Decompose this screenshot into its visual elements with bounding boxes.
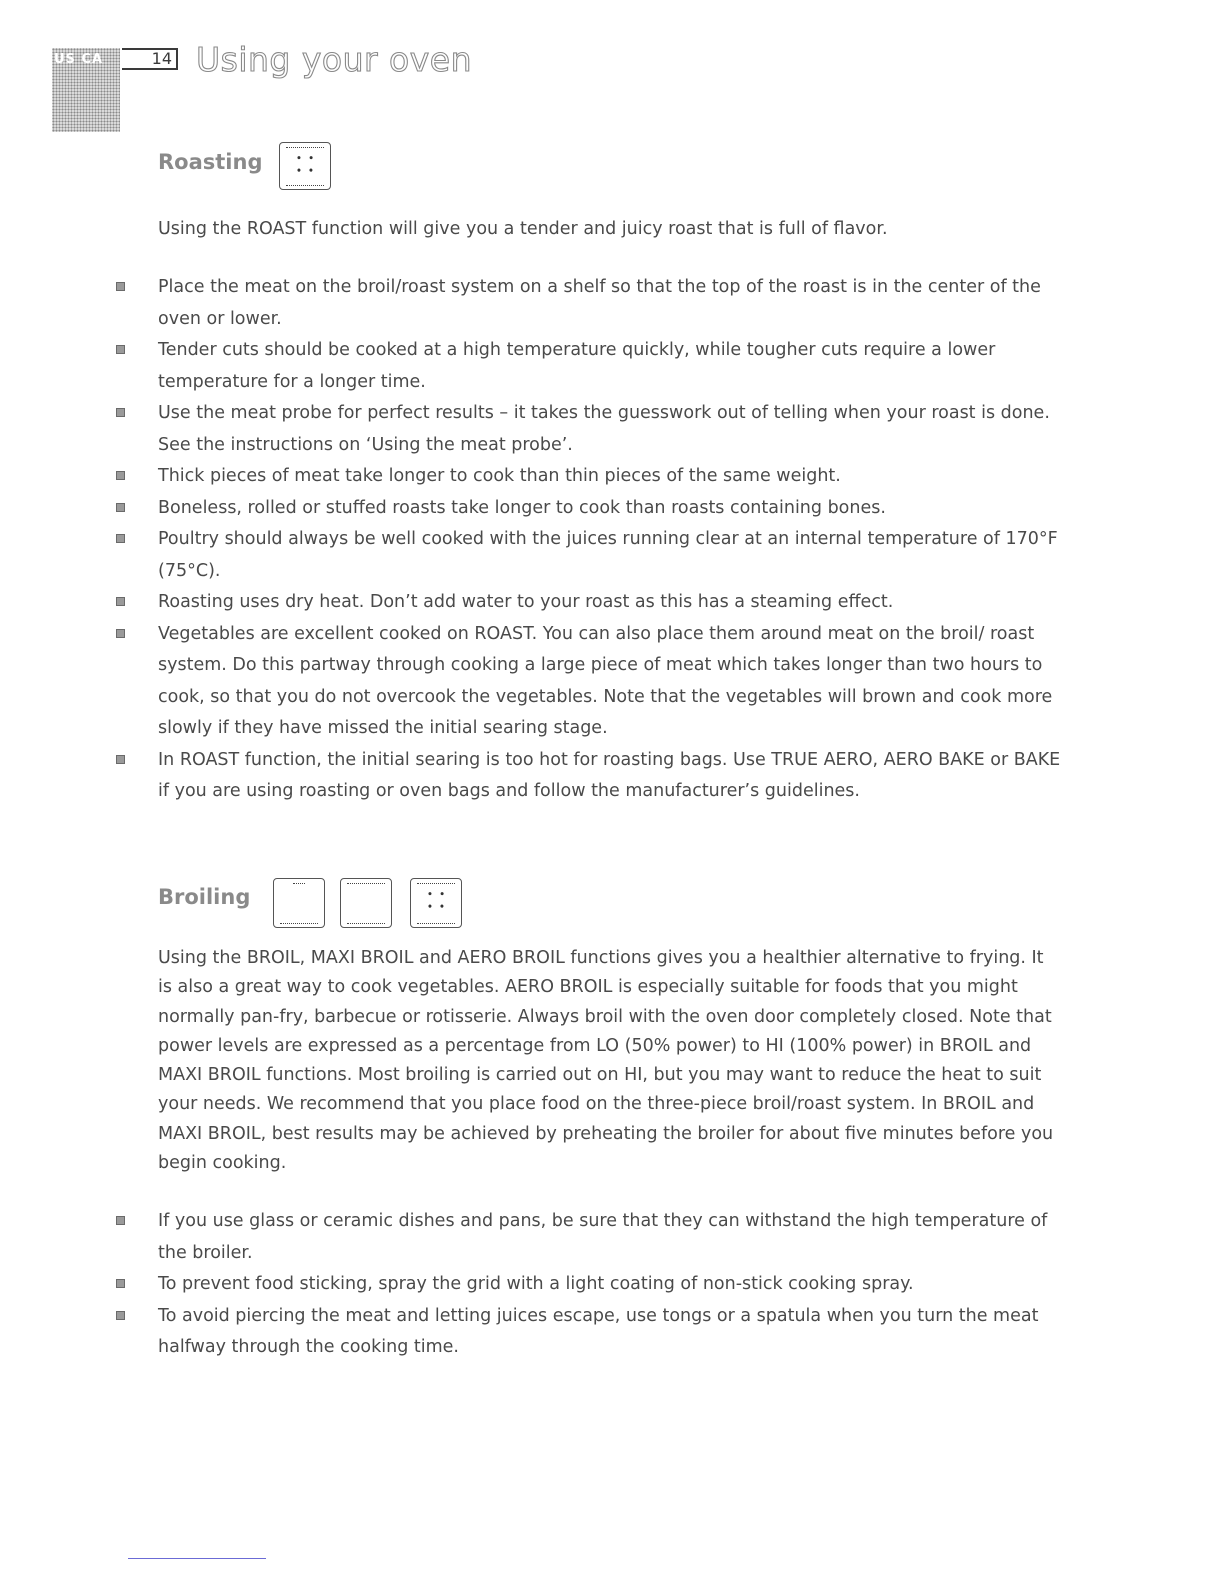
bullet-item xyxy=(0,1269,1063,1301)
roasting-intro: Using the ROAST function will give you a tender and juicy roast that is full of flavor. xyxy=(158,219,888,239)
bullet-text: Use the meat probe for perfect results – it takes the guesswork out of telling when your roast is done. See the instructions on ‘Using the meat probe’. xyxy=(158,403,1050,455)
footer-line xyxy=(128,1558,266,1559)
bullet-text: Vegetables are excellent cooked on ROAST. You can also place them around meat on the broil/ roast system. Do this partway through cooking a large piece of meat which takes longer than two hours to cook, so that you do not overcook the vegetables. Note that the vegetables will brown and cook more slowly if they have missed the initial searing stage. xyxy=(158,623,1053,738)
bullet-marker-icon xyxy=(116,1216,125,1225)
bullet-marker-icon xyxy=(116,755,125,764)
bullet-marker-icon xyxy=(116,534,125,543)
bullet-marker-icon xyxy=(116,503,125,512)
broiling-intro: Using the BROIL, MAXI BROIL and AERO BROIL functions gives you a healthier alternative to frying. It is also a great way to cook vegetables. AERO BROIL is especially suitable for foods that you might normally pan-fry, barbecue or rotisserie. Always broil with the oven door completely closed. Note that power levels are expressed as a percentage from LO (50% power) to HI (100% power) in BROIL and MAXI BROIL functions. Most broiling is carried out on HI, but you may want to reduce the heat to suit your needs. We recommend that you place food on the three-piece broil/roast system. In BROIL and MAXI BROIL, best results may be achieved by preheating the broiler for about five minutes before you begin cooking. xyxy=(158,948,1054,1174)
bullet-marker-icon xyxy=(116,471,125,480)
bullet-text: In ROAST function, the initial searing is too hot for roasting bags. Use TRUE AERO, AERO BAKE or BAKE if you are using roasting or oven bags and follow the manufacturer’s guidelines. xyxy=(158,749,1061,801)
roast-fan-icon: ⸬ xyxy=(279,142,331,190)
bullet-item xyxy=(0,619,1063,745)
bullet-item xyxy=(0,587,1063,619)
page-title: Using your oven xyxy=(196,40,472,79)
page-number: 14 xyxy=(122,48,178,70)
bullet-marker-icon xyxy=(116,629,125,638)
bullet-item xyxy=(0,745,1063,808)
bullet-text: If you use glass or ceramic dishes and pans, be sure that they can withstand the high temperature of the broiler. xyxy=(158,1211,1048,1263)
bullet-item xyxy=(0,524,1063,587)
maxi-broil-icon xyxy=(340,878,392,928)
bullet-marker-icon xyxy=(116,282,125,291)
bullet-marker-icon xyxy=(116,408,125,417)
broil-icon xyxy=(273,878,325,928)
aero-broil-icon: ⸬ xyxy=(410,878,462,928)
bullet-item xyxy=(0,1206,1063,1269)
roasting-tips-list xyxy=(0,272,1225,808)
bullet-item xyxy=(0,272,1063,335)
roasting-heading: Roasting xyxy=(158,150,263,174)
bullet-marker-icon xyxy=(116,597,125,606)
bullet-text: Poultry should always be well cooked with the juices running clear at an internal temperature of 170°F (75°C). xyxy=(158,529,1058,581)
bullet-text: Place the meat on the broil/roast system on a shelf so that the top of the roast is in the center of the oven or lower. xyxy=(158,277,1041,329)
bullet-text: Boneless, rolled or stuffed roasts take longer to cook than roasts containing bones. xyxy=(158,497,886,518)
bullet-text: Roasting uses dry heat. Don’t add water to your roast as this has a steaming effect. xyxy=(158,592,894,612)
corner-label: US CA xyxy=(54,52,104,67)
bullet-item xyxy=(0,335,1063,398)
bullet-marker-icon xyxy=(116,1279,125,1288)
broiling-tips-list xyxy=(0,1206,1225,1364)
bullet-text: Thick pieces of meat take longer to cook than thin pieces of the same weight. xyxy=(158,466,841,486)
bullet-item xyxy=(0,398,1063,461)
bullet-item xyxy=(0,1301,1063,1364)
bullet-text: To prevent food sticking, spray the grid with a light coating of non-stick cooking spray. xyxy=(158,1274,914,1294)
bullet-item xyxy=(0,493,1063,525)
bullet-marker-icon xyxy=(116,1311,125,1320)
bullet-text: To avoid piercing the meat and letting juices escape, use tongs or a spatula when you turn the meat halfway through the cooking time. xyxy=(158,1305,1039,1357)
bullet-marker-icon xyxy=(116,345,125,354)
broiling-heading: Broiling xyxy=(158,885,251,909)
bullet-text: Tender cuts should be cooked at a high temperature quickly, while tougher cuts require a lower temperature for a longer time. xyxy=(158,340,996,392)
bullet-item xyxy=(0,461,1063,493)
